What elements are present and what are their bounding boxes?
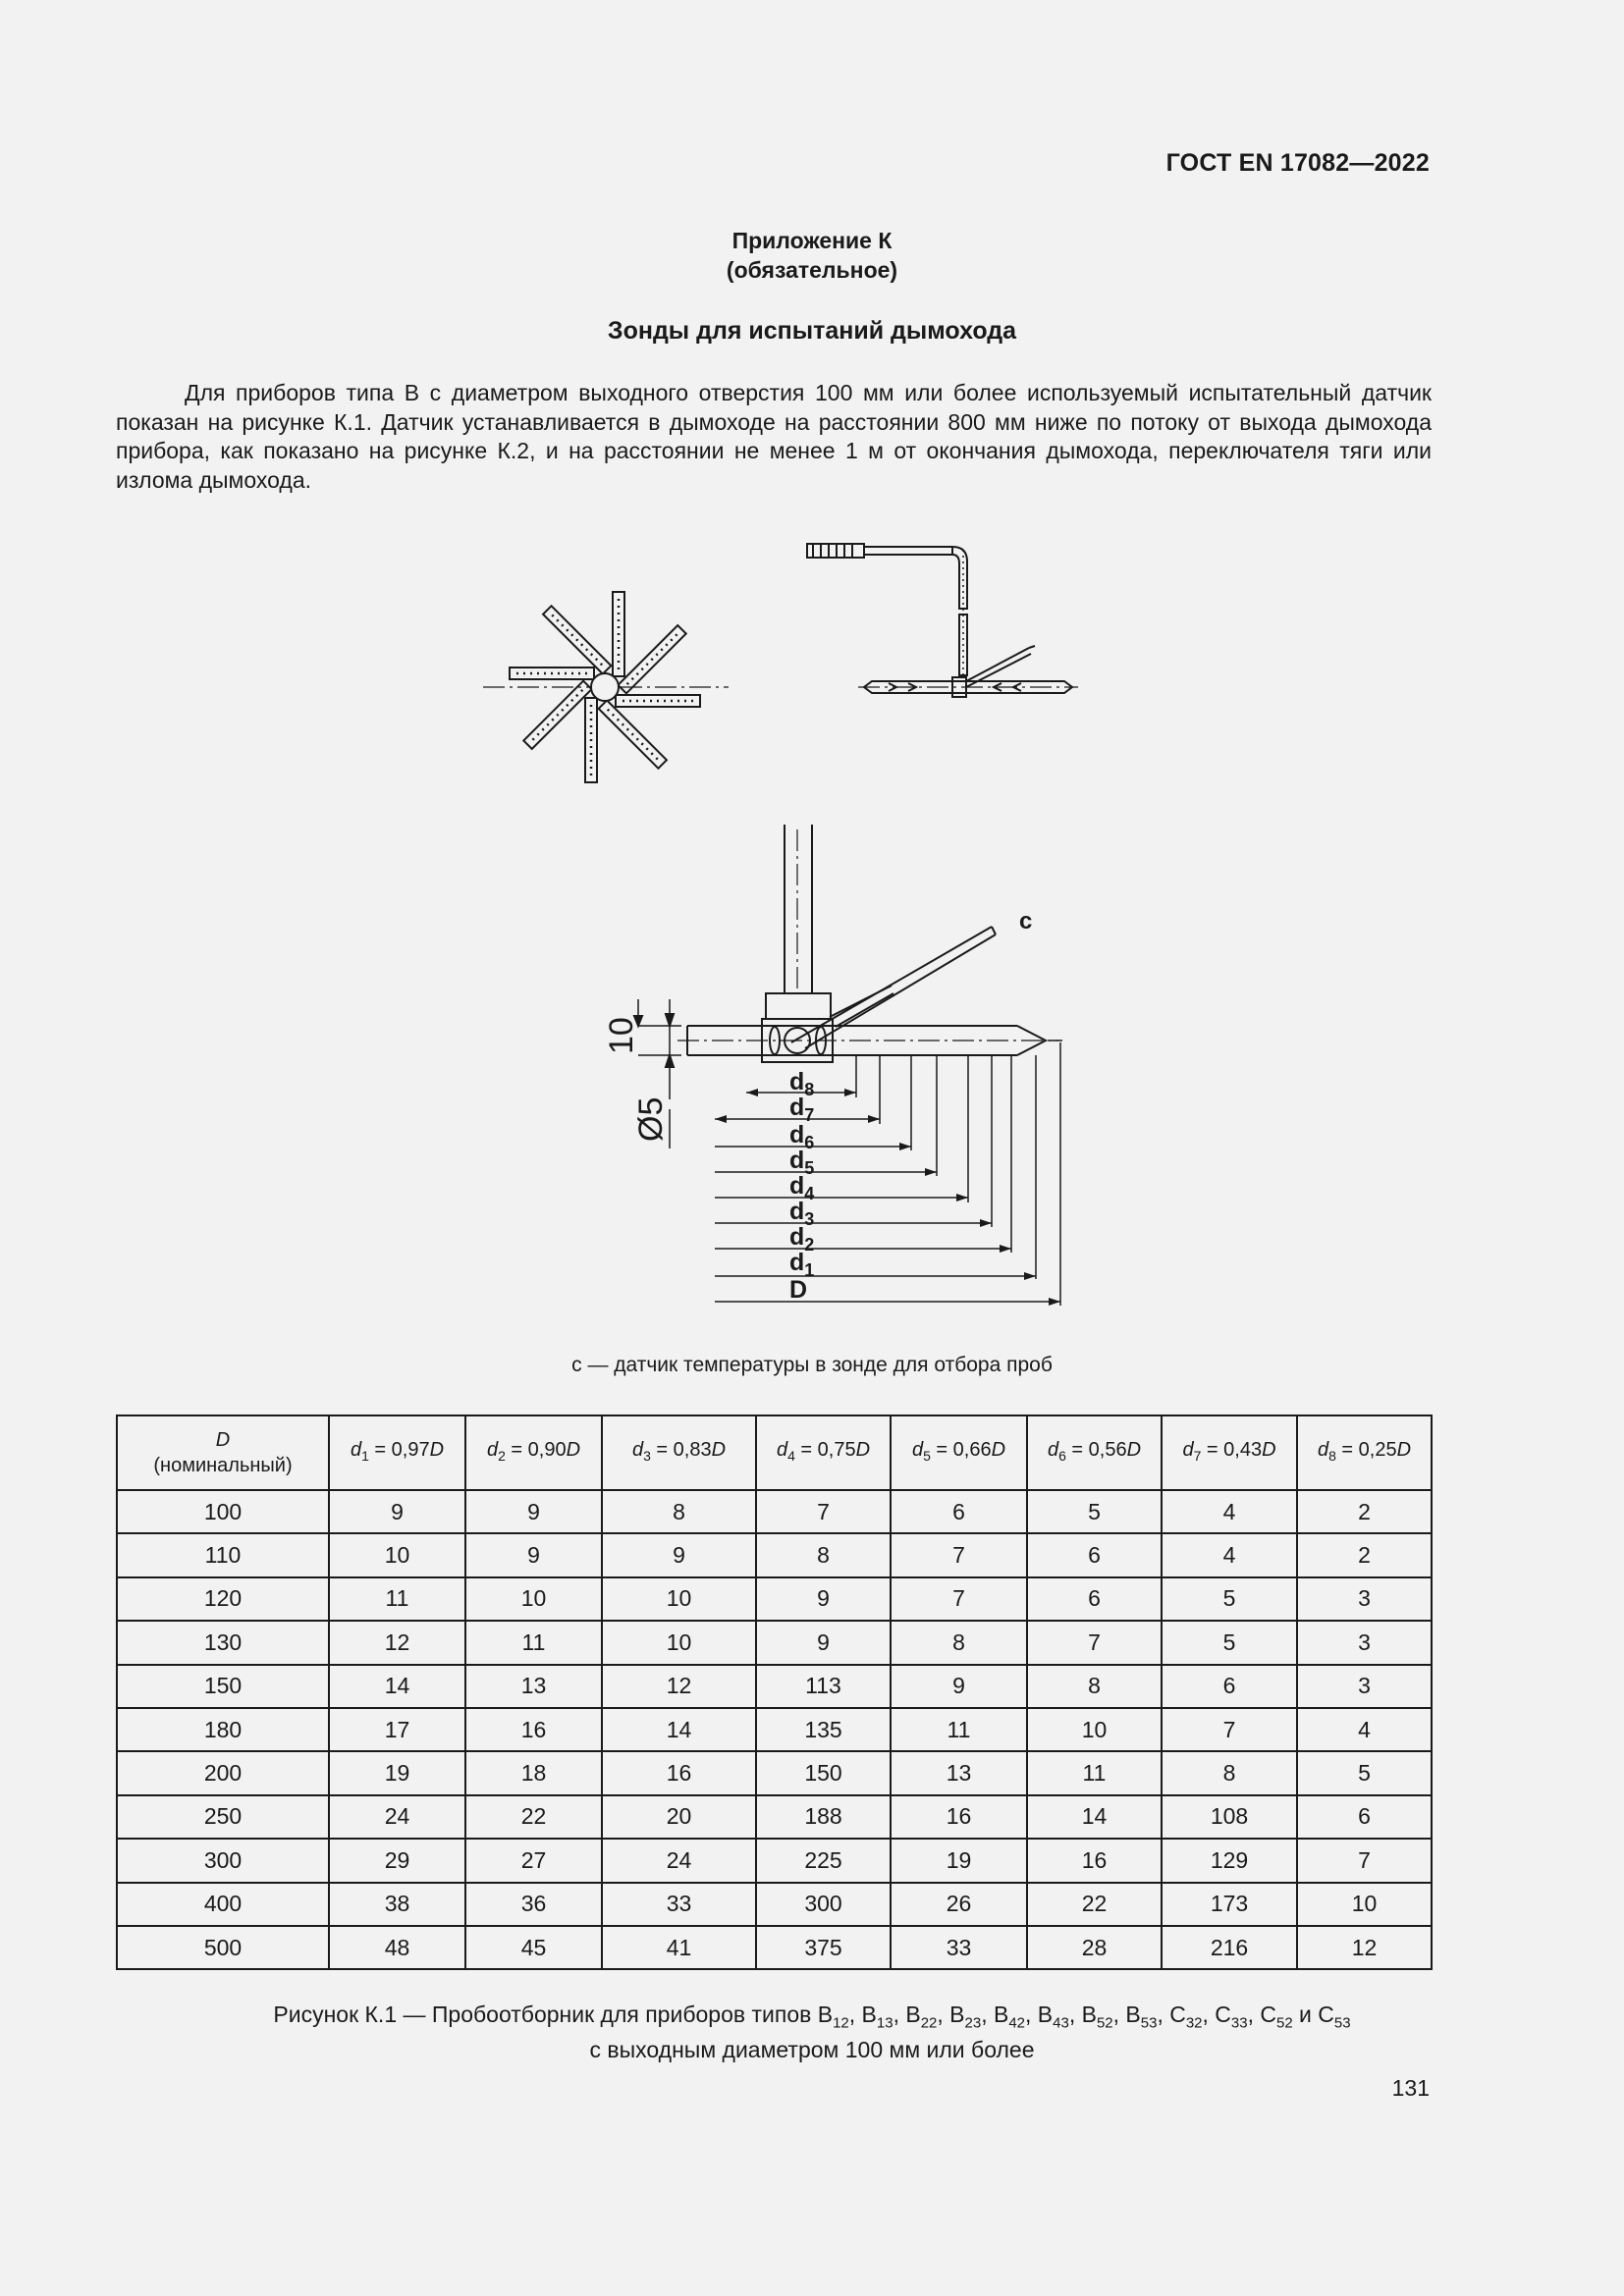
dim-label-d2: $d_2$ <box>789 1223 815 1255</box>
cell-value: 11 <box>891 1708 1027 1751</box>
header-cell-d3: $d_3 = 0,83D$ <box>602 1415 756 1490</box>
dimensions-table <box>116 1415 1433 1970</box>
cell-value: 10 <box>602 1621 756 1664</box>
cell-value: 3 <box>1297 1665 1432 1708</box>
cell-value: 16 <box>465 1708 602 1751</box>
cell-value: 19 <box>329 1751 465 1794</box>
annex-status: (обязательное) <box>726 257 898 283</box>
cell-value: 10 <box>465 1577 602 1621</box>
cell-value: 8 <box>891 1621 1027 1664</box>
cell-value: 6 <box>1027 1577 1162 1621</box>
cell-nominal-D: 250 <box>117 1795 329 1839</box>
header-cell-d7: $d_7 = 0,43D$ <box>1162 1415 1297 1490</box>
cell-value: 9 <box>756 1621 891 1664</box>
annex-title: Приложение К <box>731 228 893 253</box>
intro-paragraph: Для приборов типа В с диаметром выходного отверстия 100 мм или более используемый испытательный датчик показан на рисунке К.1. Датчик устанавливается в дымоходе на расстоянии 800 мм ниже по потоку от выхода дымохода прибора, как показано на рисунке К.2, и на расстоянии не менее 1 м от окончания дымохода, переключателя тяги или излома дымохода. <box>116 380 1432 493</box>
cell-value: 4 <box>1162 1490 1297 1533</box>
cell-value: 10 <box>329 1533 465 1576</box>
annex-heading <box>0 226 1624 285</box>
probe-side-view <box>807 544 1078 697</box>
table-row <box>117 1926 1432 1969</box>
dimension-labels <box>789 1068 814 1304</box>
cell-value: 6 <box>1027 1533 1162 1576</box>
cell-value: 300 <box>756 1883 891 1926</box>
cell-value: 11 <box>465 1621 602 1664</box>
probe-star-view <box>483 592 729 782</box>
cell-value: 36 <box>465 1883 602 1926</box>
cell-value: 7 <box>756 1490 891 1533</box>
section-title: Зонды для испытаний дымохода <box>607 317 1017 345</box>
cell-value: 5 <box>1162 1577 1297 1621</box>
cell-value: 188 <box>756 1795 891 1839</box>
cell-value: 16 <box>1027 1839 1162 1882</box>
page-number: 131 <box>1391 2075 1430 2101</box>
cell-value: 13 <box>465 1665 602 1708</box>
dim-label-D: D <box>789 1276 808 1304</box>
cell-value: 8 <box>1162 1751 1297 1794</box>
cell-value: 6 <box>891 1490 1027 1533</box>
header-cell-D: D (номинальный) <box>117 1415 329 1490</box>
cell-value: 17 <box>329 1708 465 1751</box>
header-cell-d6: $d_6 = 0,56D$ <box>1027 1415 1162 1490</box>
table-row <box>117 1795 1432 1839</box>
cell-value: 33 <box>602 1883 756 1926</box>
table-row <box>117 1883 1432 1926</box>
cell-value: 13 <box>891 1751 1027 1794</box>
dim-label-d4: $d_4$ <box>789 1172 815 1203</box>
cell-nominal-D: 300 <box>117 1839 329 1882</box>
cell-value: 11 <box>1027 1751 1162 1794</box>
cell-value: 375 <box>756 1926 891 1969</box>
cell-value: 8 <box>756 1533 891 1576</box>
label-c: c <box>1019 908 1033 934</box>
cell-value: 12 <box>329 1621 465 1664</box>
cell-value: 14 <box>329 1665 465 1708</box>
cell-nominal-D: 130 <box>117 1621 329 1664</box>
cell-nominal-D: 100 <box>117 1490 329 1533</box>
cell-value: 7 <box>1162 1708 1297 1751</box>
cell-nominal-D: 180 <box>117 1708 329 1751</box>
cell-value: 9 <box>329 1490 465 1533</box>
standard-number: ГОСТ EN 17082—2022 <box>1165 149 1430 177</box>
table-row <box>117 1533 1432 1576</box>
cell-value: 3 <box>1297 1577 1432 1621</box>
cell-value: 20 <box>602 1795 756 1839</box>
cell-value: 129 <box>1162 1839 1297 1882</box>
cell-value: 5 <box>1297 1751 1432 1794</box>
cell-nominal-D: 110 <box>117 1533 329 1576</box>
dim-label-d3: $d_3$ <box>789 1198 815 1229</box>
cell-value: 225 <box>756 1839 891 1882</box>
cell-value: 10 <box>602 1577 756 1621</box>
table-row <box>117 1839 1432 1882</box>
cell-value: 9 <box>756 1577 891 1621</box>
cell-nominal-D: 150 <box>117 1665 329 1708</box>
cell-value: 6 <box>1297 1795 1432 1839</box>
cell-nominal-D: 200 <box>117 1751 329 1794</box>
caption-line-1: Рисунок К.1 — Пробоотборник для приборов типов $В_{12}$, $В_{13}$, $В_{22}$, $В_{23}$, $В_{42}$, $В_{43}$, $В_{52}$, $В_{53}$, $С_{32}$, $С_{33}$, $С_{52}$ и $С_{53}$ <box>273 2002 1351 2032</box>
cell-value: 45 <box>465 1926 602 1969</box>
table-row <box>117 1577 1432 1621</box>
cell-value: 16 <box>602 1751 756 1794</box>
cell-value: 26 <box>891 1883 1027 1926</box>
table-row <box>117 1490 1432 1533</box>
cell-value: 41 <box>602 1926 756 1969</box>
cell-value: 22 <box>465 1795 602 1839</box>
cell-value: 7 <box>1027 1621 1162 1664</box>
cell-value: 7 <box>891 1577 1027 1621</box>
cell-value: 173 <box>1162 1883 1297 1926</box>
cell-value: 7 <box>891 1533 1027 1576</box>
dim-10-label: 10 <box>603 1017 640 1054</box>
cell-value: 5 <box>1162 1621 1297 1664</box>
header-cell-d5: $d_5 = 0,66D$ <box>891 1415 1027 1490</box>
header-cell-d2: $d_2 = 0,90D$ <box>465 1415 602 1490</box>
cell-value: 22 <box>1027 1883 1162 1926</box>
cell-value: 14 <box>602 1708 756 1751</box>
dim-label-d1: $d_1$ <box>789 1249 815 1280</box>
table-row <box>117 1751 1432 1794</box>
cell-value: 48 <box>329 1926 465 1969</box>
cell-value: 113 <box>756 1665 891 1708</box>
cell-value: 27 <box>465 1839 602 1882</box>
table-row <box>117 1621 1432 1664</box>
cell-value: 216 <box>1162 1926 1297 1969</box>
dim-diameter-label: Ø5 <box>632 1096 670 1142</box>
cell-value: 135 <box>756 1708 891 1751</box>
cell-value: 19 <box>891 1839 1027 1882</box>
cell-value: 3 <box>1297 1621 1432 1664</box>
table-row <box>117 1708 1432 1751</box>
cell-value: 4 <box>1297 1708 1432 1751</box>
cell-value: 8 <box>1027 1665 1162 1708</box>
probe-detail-view <box>634 825 1062 1306</box>
dim-label-d5: $d_5$ <box>789 1147 815 1178</box>
cell-value: 16 <box>891 1795 1027 1839</box>
cell-value: 5 <box>1027 1490 1162 1533</box>
table-body <box>117 1490 1432 1969</box>
cell-value: 9 <box>891 1665 1027 1708</box>
cell-value: 24 <box>602 1839 756 1882</box>
cell-value: 9 <box>465 1490 602 1533</box>
cell-value: 2 <box>1297 1533 1432 1576</box>
cell-nominal-D: 500 <box>117 1926 329 1969</box>
cell-value: 38 <box>329 1883 465 1926</box>
cell-value: 10 <box>1297 1883 1432 1926</box>
cell-value: 6 <box>1162 1665 1297 1708</box>
cell-value: 4 <box>1162 1533 1297 1576</box>
cell-value: 14 <box>1027 1795 1162 1839</box>
cell-nominal-D: 120 <box>117 1577 329 1621</box>
cell-value: 24 <box>329 1795 465 1839</box>
caption-line-2: с выходным диаметром 100 мм или более <box>589 2036 1035 2062</box>
cell-value: 108 <box>1162 1795 1297 1839</box>
probe-drawing <box>0 520 1624 1325</box>
cell-value: 28 <box>1027 1926 1162 1969</box>
figure-caption <box>0 2002 1624 2063</box>
cell-value: 9 <box>602 1533 756 1576</box>
cell-value: 11 <box>329 1577 465 1621</box>
cell-value: 7 <box>1297 1839 1432 1882</box>
table-header-row <box>117 1415 1432 1490</box>
cell-value: 12 <box>602 1665 756 1708</box>
cell-nominal-D: 400 <box>117 1883 329 1926</box>
cell-value: 29 <box>329 1839 465 1882</box>
cell-value: 9 <box>465 1533 602 1576</box>
dim-label-d8: $d_8$ <box>789 1068 815 1099</box>
cell-value: 33 <box>891 1926 1027 1969</box>
cell-value: 150 <box>756 1751 891 1794</box>
dim-label-d6: $d_6$ <box>789 1121 815 1152</box>
cell-value: 10 <box>1027 1708 1162 1751</box>
cell-value: 18 <box>465 1751 602 1794</box>
header-cell-d1: $d_1 = 0,97D$ <box>329 1415 465 1490</box>
dim-label-d7: $d_7$ <box>789 1094 815 1125</box>
cell-value: 2 <box>1297 1490 1432 1533</box>
cell-value: 8 <box>602 1490 756 1533</box>
table-row <box>117 1665 1432 1708</box>
header-cell-d4: $d_4 = 0,75D$ <box>756 1415 891 1490</box>
legend-c: c — датчик температуры в зонде для отбора проб <box>571 1354 1053 1376</box>
header-cell-d8: $d_8 = 0,25D$ <box>1297 1415 1432 1490</box>
cell-value: 12 <box>1297 1926 1432 1969</box>
